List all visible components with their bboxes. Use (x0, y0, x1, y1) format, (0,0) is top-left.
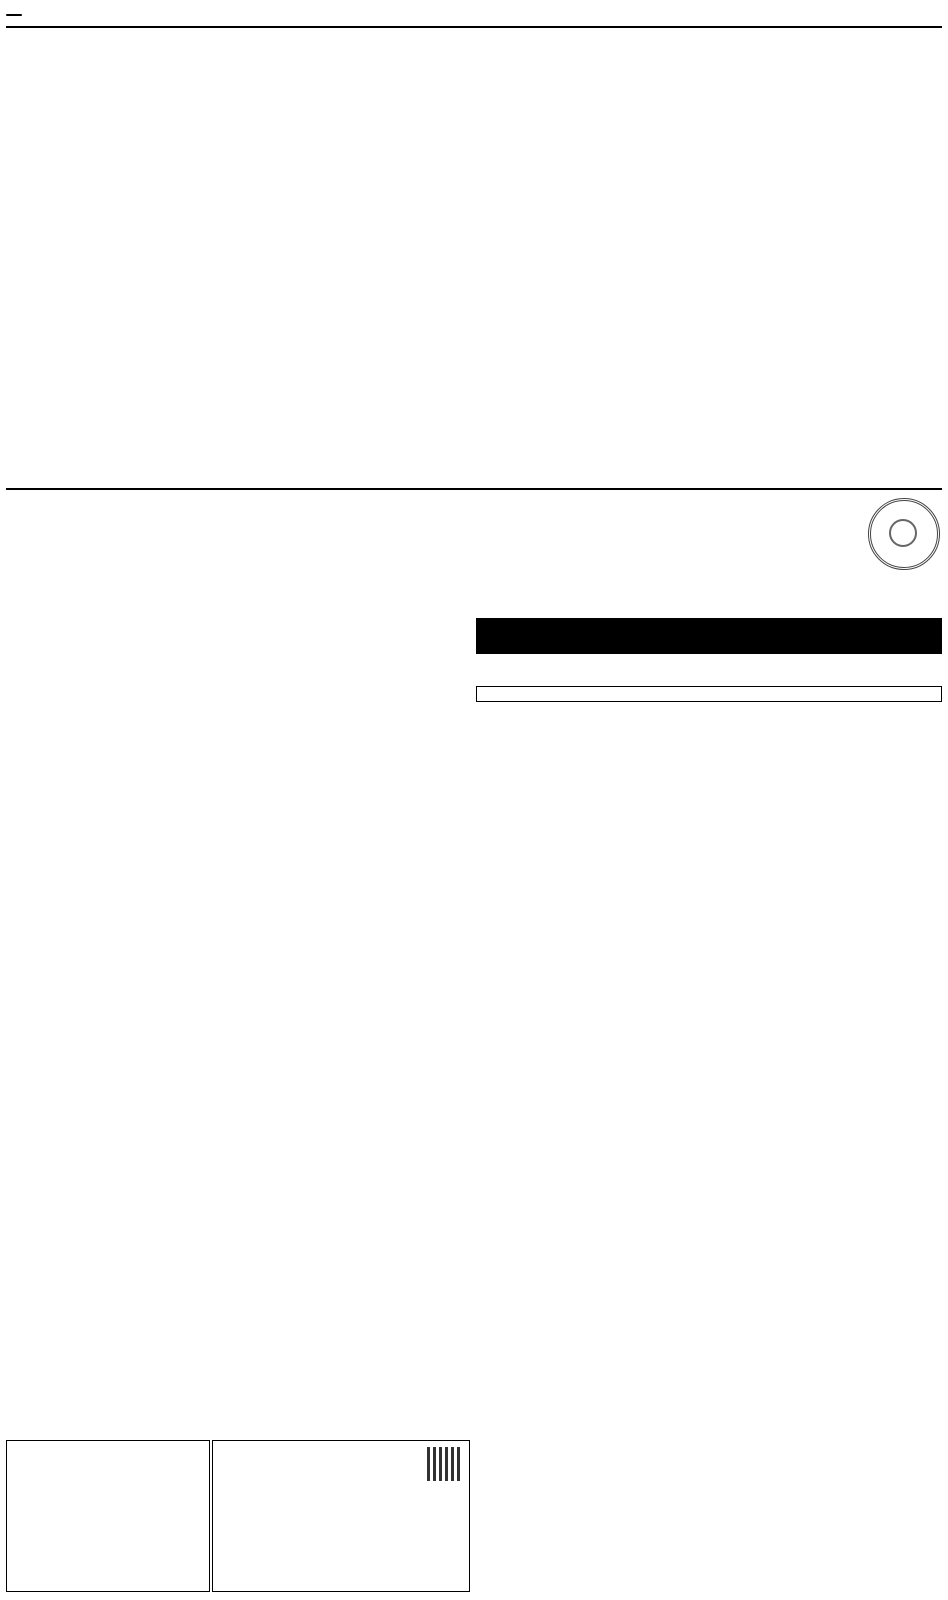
signature-block (6, 1440, 210, 1592)
office-header (476, 494, 942, 614)
notice-banner (476, 618, 942, 654)
schedule-table (6, 560, 468, 576)
qr-code-icon (427, 1447, 461, 1481)
terms-section (6, 614, 468, 1414)
masthead (6, 4, 942, 28)
adp-label (477, 686, 942, 701)
schedule-title (6, 560, 468, 576)
news-columns (6, 30, 942, 485)
job-portal-ad (212, 1440, 470, 1592)
tender-notice (6, 488, 942, 1598)
works-table (476, 686, 942, 702)
government-seal-icon (868, 498, 940, 570)
page-number (6, 14, 22, 16)
